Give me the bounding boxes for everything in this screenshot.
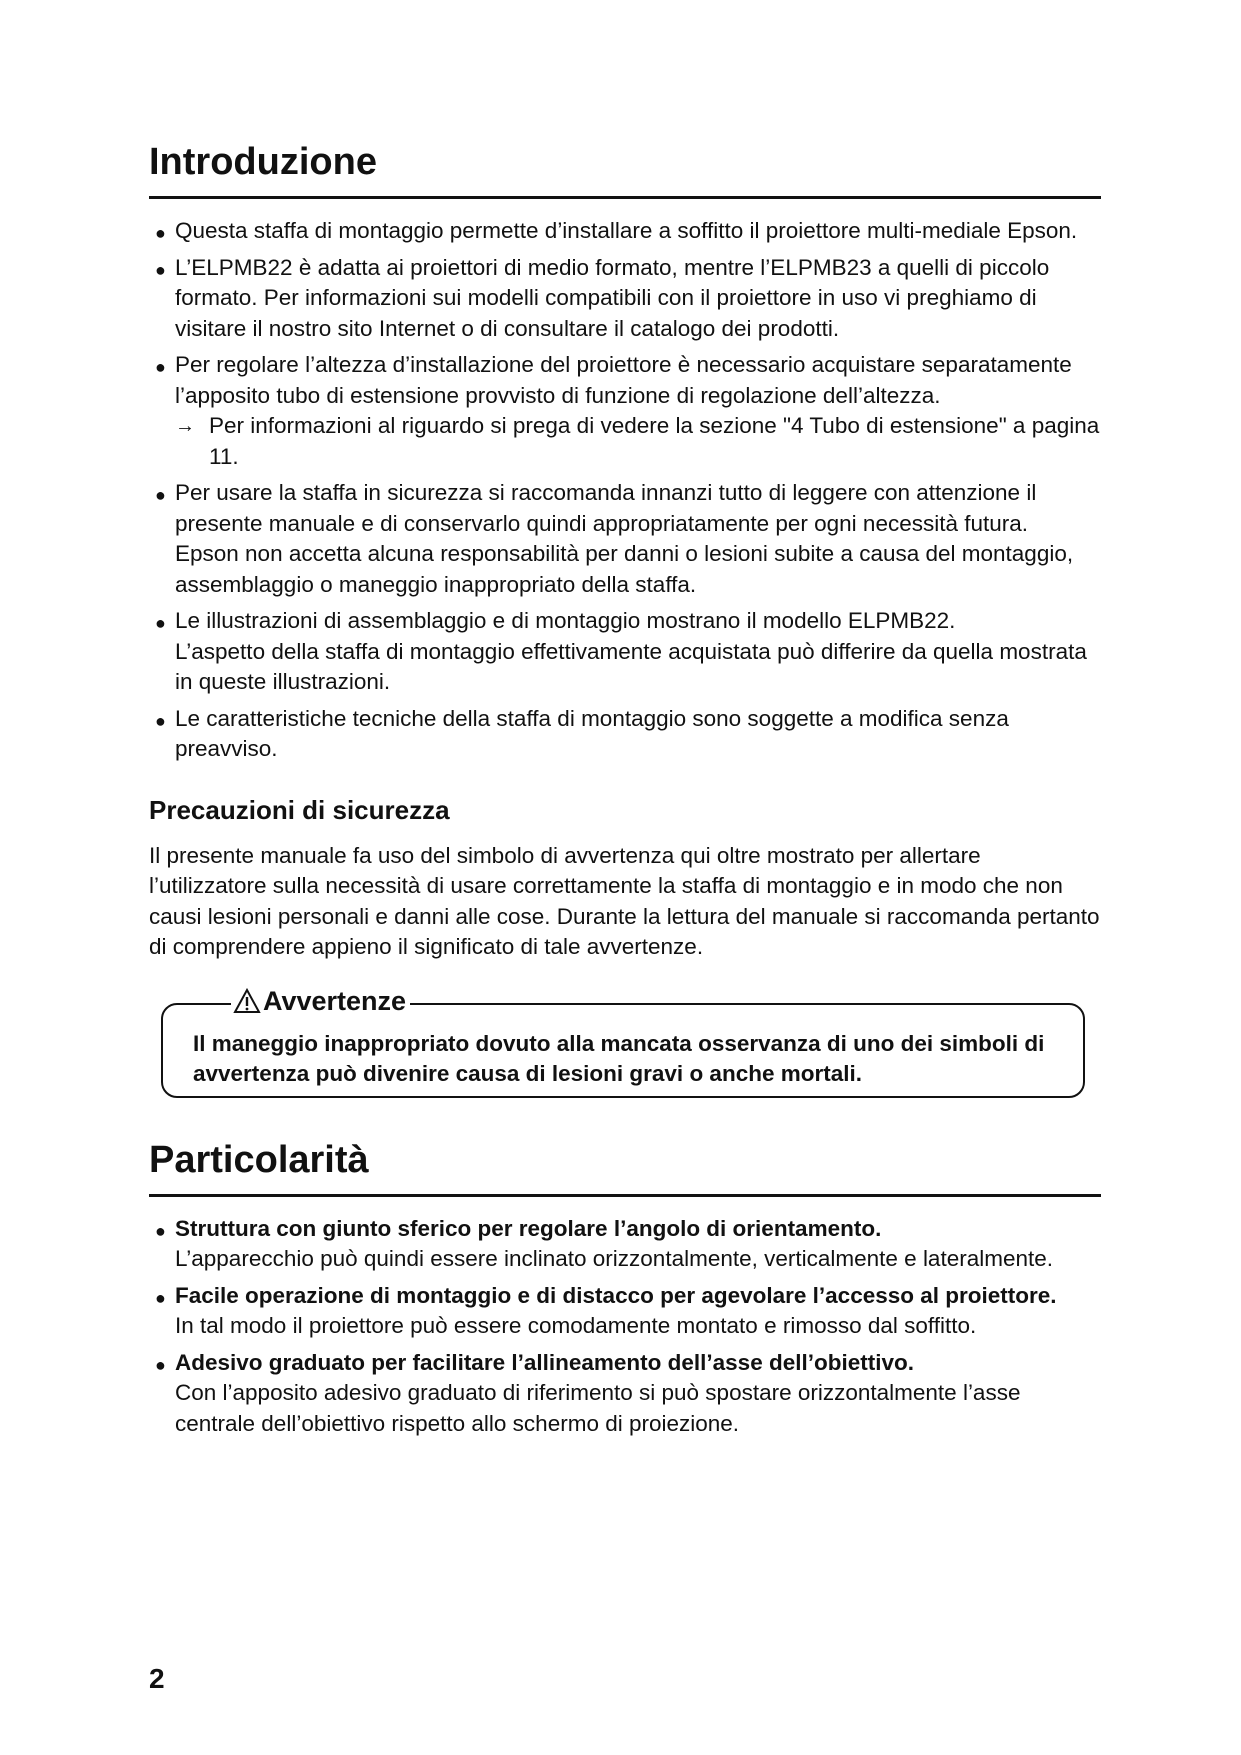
intro-item-5 [149, 606, 1101, 698]
safety-body: Il presente manuale fa uso del simbolo di avvertenza qui oltre mostrato per allertare l’utilizzatore sulla necessità di usare correttamente la staffa di montaggio e in modo che non causi lesioni personali e danni alle cose. Durante la lettura del manuale si raccomanda pertanto di comprendere appieno il significato di tale avvertenze. [149, 842, 1100, 959]
arrow-right-icon: → [175, 415, 195, 437]
intro-item-6 [149, 704, 1101, 765]
bullet-icon: ● [155, 1354, 166, 1375]
bullet-icon: ● [155, 259, 166, 280]
intro-item-3 [149, 350, 1101, 472]
warning-heading [231, 984, 410, 1018]
intro-item-text: Questa staffa di montaggio permette d’installare a soffitto il proiettore multi-mediale Epson. [175, 218, 1078, 243]
safety-title: Precauzioni di sicurezza [149, 794, 450, 825]
cross-reference-text: Per informazioni al riguardo si prega di vedere la sezione "4 Tubo di estensione" a pagina 11. [209, 413, 1100, 469]
intro-item-text: Le caratteristiche tecniche della staffa di montaggio sono soggette a modifica senza preavviso. [175, 705, 1009, 761]
bullet-icon: ● [155, 1220, 166, 1241]
feature-item-1 [149, 1214, 1101, 1275]
feature-title: Struttura con giunto sferico per regolare l’angolo di orientamento. [175, 1215, 882, 1241]
features-list [149, 1214, 1101, 1440]
features-title: Particolarità [149, 1138, 1101, 1197]
intro-list [149, 216, 1101, 765]
cross-reference [175, 411, 1101, 472]
bullet-icon: ● [155, 357, 166, 377]
intro-item-text: L’ELPMB22 è adatta ai proiettori di medio formato, mentre l’ELPMB23 a quelli di piccolo formato. Per informazioni sui modelli compatibili con il proiettore in uso vi preghiamo di visitare il nostro sito Internet o di consultare il catalogo dei prodotti. [175, 254, 1050, 341]
warning-triangle-icon [233, 988, 261, 1014]
intro-item-1 [149, 216, 1101, 247]
bullet-icon: ● [155, 710, 166, 731]
intro-item-text: L’aspetto della staffa di montaggio effettivamente acquistata può differire da quella mostrata in queste illustrazioni. [175, 638, 1087, 694]
warning-text: Il maneggio inappropriato dovuto alla mancata osservanza di uno dei simboli di avvertenza può divenire causa di lesioni gravi o anche mortali. [193, 1030, 1045, 1086]
intro-item-text: Per regolare l’altezza d’installazione del proiettore è necessario acquistare separatamente l’apposito tubo di estensione provvisto di funzione di regolazione dell’altezza. [175, 352, 1072, 408]
feature-item-3 [149, 1348, 1101, 1440]
feature-text: L’apparecchio può quindi essere inclinato orizzontalmente, verticalmente e lateralmente. [175, 1246, 1054, 1271]
bullet-icon: ● [155, 223, 166, 243]
feature-text: Con l’apposito adesivo graduato di riferimento si può spostare orizzontalmente l’asse centrale dell’obiettivo rispetto allo schermo di proiezione. [175, 1380, 1021, 1436]
bullet-icon: ● [155, 485, 166, 505]
intro-item-text: Le illustrazioni di assemblaggio e di montaggio mostrano il modello ELPMB22. [175, 608, 956, 633]
warning-heading-text: Avvertenze [263, 985, 407, 1016]
intro-title: Introduzione [149, 140, 1101, 199]
bullet-icon: ● [155, 613, 166, 633]
intro-item-text: Per usare la staffa in sicurezza si raccomanda innanzi tutto di leggere con attenzione il presente manuale e di conservarlo quindi appropriatamente per ogni necessità futura. [175, 480, 1037, 536]
feature-item-2 [149, 1281, 1101, 1342]
intro-item-4 [149, 478, 1101, 600]
intro-item-text: Epson non accetta alcuna responsabilità per danni o lesioni subite a causa del montaggio, assemblaggio o maneggio inappropriato della staffa. [175, 541, 1074, 597]
bullet-icon: ● [155, 1287, 166, 1308]
warning-box [161, 985, 1085, 1098]
feature-text: In tal modo il proiettore può essere comodamente montato e rimosso dal soffitto. [175, 1313, 977, 1338]
feature-title: Facile operazione di montaggio e di distacco per agevolare l’accesso al proiettore. [175, 1282, 1057, 1308]
feature-title: Adesivo graduato per facilitare l’allineamento dell’asse dell’obiettivo. [175, 1349, 914, 1375]
page-number: 2 [149, 1663, 165, 1694]
page [149, 0, 1101, 1445]
intro-item-2 [149, 253, 1101, 345]
